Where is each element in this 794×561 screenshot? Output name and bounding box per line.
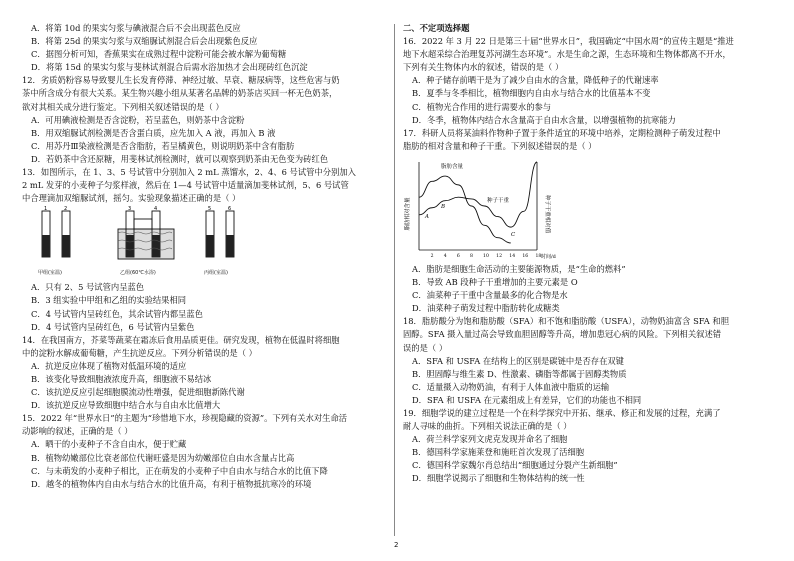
chart-ylabel-left: 脂肪相对含量: [405, 197, 411, 231]
test-tubes-diagram: [36, 207, 336, 277]
chart-x-tick: 4: [443, 253, 447, 259]
q19-option-d: D．细胞学说揭示了细胞和生物体结构的统一性: [412, 473, 585, 484]
q17-option-a: A．脂肪是细胞生命活动的主要能源物质，是“生命的燃料”: [412, 263, 626, 274]
group-b-label: 乙组(60℃水浴): [120, 270, 156, 277]
q16-stem-1: 16．2022 年 3 月 22 日是第三十届“世界水日”，我国确定“中国水周”的宣传主题是“推进: [403, 36, 734, 47]
q12-option-d: D．若奶茶中含还原糖，用斐林试剂检测时，就可以观察到奶茶由无色变为砖红色: [31, 153, 329, 164]
chart-ylabel-right: 种子干重相对值: [544, 194, 550, 234]
q16-stem-2: 地下水超采综合治理复苏河湖生态环境”。水是生命之源，生态环境和生物体都离不开水，: [403, 49, 731, 60]
series-fat-content: [419, 176, 511, 243]
q17-option-b: B．导致 AB 段种子干重增加的主要元素是 O: [412, 277, 578, 288]
point-a-label: A: [425, 213, 429, 220]
group-c-label: 丙组(室温): [204, 270, 228, 277]
q18-stem-1: 18．脂肪酸分为饱和脂肪酸（SFA）和不饱和脂肪酸（USFA），动物奶油富含 SFA 和胆: [403, 316, 730, 327]
q14-option-b: B．该变化导致细胞液浓度升高，细胞液不易结冰: [31, 373, 212, 384]
svg-text:4: 4: [154, 206, 158, 213]
q16-option-c: C．植物光合作用的进行需要水的参与: [412, 101, 552, 112]
q17-chart: [403, 154, 775, 262]
q12-stem-1: 12．劣质奶粉容易导致婴儿生长发育停滞、神经过敏、早衰、糖尿病等，这些危害与奶: [22, 75, 340, 86]
q12-stem-2: 茶中所含成分有很大关系。某生物兴趣小组从某著名品牌的奶茶店买回一杯无色奶茶，: [22, 88, 338, 99]
point-c-label: C: [511, 231, 516, 238]
q19-option-a: A．荷兰科学家列文虎克发现并命名了细胞: [412, 434, 568, 445]
tube-1: [42, 206, 50, 257]
svg-text:3: 3: [128, 206, 132, 213]
q17-stem-2: 脂肪的相对含量和种子干重。下列叙述错误的是（ ）: [403, 140, 597, 151]
column-divider: [394, 24, 395, 536]
q16-option-d: D．冬季，植物体内结合水含量高于自由水含量，以增强植物的抗寒能力: [412, 114, 676, 125]
q19-stem-2: 耐人寻味的曲折。下列相关说法正确的是（ ）: [403, 421, 572, 432]
q13-option-b: B．3 组实验中甲组和乙组的实验结果相同: [31, 295, 187, 306]
q19-stem-1: 19．细胞学说的建立过程是一个在科学探究中开拓、继承、修正和发展的过程，充满了: [403, 407, 721, 418]
q12-option-a: A．可用碘液检测是否含淀粉，若呈蓝色，则奶茶中含淀粉: [31, 114, 245, 125]
svg-text:1: 1: [44, 206, 48, 213]
chart-x-tick: 2: [430, 253, 434, 259]
section-title: 二、不定项选择题: [403, 23, 470, 33]
q16-option-a: A．种子储存前晒干是为了减少自由水的含量，降低种子的代谢速率: [412, 75, 659, 86]
q11-option-d: D．将第 15d 的果实匀浆与斐林试剂混合后需水浴加热才会出现砖红色沉淀: [31, 62, 308, 73]
q18-stem-3: 误的是（ ）: [403, 342, 448, 353]
chart-x-tick: 10: [483, 253, 489, 259]
svg-text:5: 5: [208, 206, 212, 213]
chart-x-tick: 14: [509, 253, 516, 259]
q13-option-d: D．4 号试管内呈砖红色，6 号试管内呈紫色: [31, 321, 195, 332]
q13-option-c: C．4 号试管内呈砖红色，其余试管内都呈蓝色: [31, 308, 203, 319]
water-bath: [118, 206, 174, 259]
q12-option-b: B．用双缩脲试剂检测是否含蛋白质，应先加入 A 液，再加入 B 液: [31, 127, 276, 138]
point-b-label: B: [441, 203, 446, 210]
q13-stem-1: 13．如图所示，在 1、3、5 号试管中分别加入 2 mL 蒸馏水，2、4、6 号试管中分别加入: [22, 167, 356, 178]
q17-chart-svg: [403, 154, 556, 262]
q19-option-c: C．德国科学家魏尔肖总结出“细胞通过分裂产生新细胞”: [412, 460, 618, 471]
q12-option-c: C．用苏丹Ⅲ染液检测是否含脂肪，若呈橘黄色，则说明奶茶中含有脂肪: [31, 140, 295, 151]
q18-option-d: D．SFA 和 USFA 在元素组成上有差异，它们的功能也不相同: [412, 394, 642, 405]
q11-option-c: C．据图分析可知，香蕉果实在成熟过程中淀粉可能会被水解为葡萄糖: [31, 49, 287, 60]
chart-x-tick: 16: [522, 253, 529, 259]
chart-x-tick: 18: [535, 253, 542, 259]
q11-option-a: A．将第 10d 的果实匀浆与碘液混合后不会出现蓝色反应: [31, 23, 241, 33]
chart-x-ticks: [431, 253, 542, 259]
page-number: 2: [394, 541, 399, 549]
q15-stem-1: 15．2022 年“世界水日”的主题为“珍惜地下水，珍视隐藏的资源”。下列有关水对生命活: [22, 413, 348, 424]
q14-option-a: A．抗逆反应体现了植物对低温环境的适应: [31, 360, 187, 371]
q15-option-c: C．与未萌发的小麦种子相比，正在萌发的小麦种子中自由水与结合水的比值下降: [31, 465, 328, 476]
svg-text:6: 6: [228, 206, 232, 213]
q14-stem-2: 中的淀粉水解成葡萄糖，产生抗逆反应。下列分析错误的是（ ）: [22, 347, 257, 358]
q15-option-b: B．植物幼嫩部位比衰老部位代谢旺盛是因为幼嫩部位自由水含量占比高: [31, 452, 295, 463]
q16-option-b: B．夏季与冬季相比，植物细胞内自由水与结合水的比值基本不变: [412, 88, 651, 99]
q18-option-b: B．胆固醇与维生素 D、性激素、磷脂等都属于固醇类物质: [412, 368, 627, 379]
q16-stem-3: 下列有关生物体内水的叙述，错误的是（ ）: [403, 62, 564, 73]
series-weight-label: 种子干重: [487, 197, 510, 204]
chart-x-tick: 6: [456, 253, 460, 259]
q13-stem-3: 中合理滴加双缩脲试剂，摇匀。实验现象描述正确的是（ ）: [22, 193, 241, 204]
left-column: [22, 22, 394, 491]
q11-option-b: B．将第 25d 的果实匀浆与双缩脲试剂混合后会出现紫色反应: [31, 36, 258, 47]
chart-x-tick: 8: [469, 253, 473, 259]
series-fat-label: 脂肪含量: [441, 163, 464, 170]
q14-option-d: D．该抗逆反应导致细胞中结合水与自由水比值增大: [31, 400, 221, 411]
q14-stem-1: 14．在我国南方，芥菜等蔬菜在霜冻后食用品质更佳。研究发现，植物在低温时将细胞: [22, 334, 340, 345]
group-a-label: 甲组(室温): [38, 270, 62, 277]
series-seed-dry-weight: [419, 162, 537, 227]
q19-option-b: B．德国科学家施莱登和施旺首次发现了活细胞: [412, 447, 585, 458]
chart-xlabel: 时间/d: [541, 253, 556, 260]
tube-5: [206, 206, 214, 257]
q18-stem-2: 固醇。SFA 摄入量过高会导致血胆固醇等升高，增加患冠心病的风险。下列相关叙述错: [403, 329, 722, 340]
q17-option-c: C．油菜种子干重中含量最多的化合物是水: [412, 290, 568, 301]
q17-option-d: D．油菜种子萌发过程中脂肪转化成糖类: [412, 303, 560, 314]
tube-6: [226, 206, 234, 257]
q13-test-tube-figure: [22, 207, 394, 279]
chart-x-tick: 12: [496, 253, 503, 259]
q12-stem-3: 欲对其相关成分进行鉴定。下列相关叙述错误的是（ ）: [22, 101, 224, 112]
tube-2: [62, 206, 70, 257]
q17-stem-1: 17．科研人员将某油料作物种子置于条件适宜的环境中培养，定期检测种子萌发过程中: [403, 127, 721, 138]
q18-option-a: A．SFA 和 USFA 在结构上的区别是碳链中是否存在双键: [412, 355, 624, 366]
svg-text:2: 2: [64, 206, 68, 213]
q13-stem-2: 2 mL 发芽的小麦种子匀浆样液，然后在 1—4 号试管中适量滴加斐林试剂，5、6 号试管: [22, 180, 349, 191]
q14-option-c: C．该抗逆反应引起细胞膜流动性增强，促进细胞新陈代谢: [31, 387, 245, 398]
q13-option-a: A．只有 2、5 号试管内呈蓝色: [31, 282, 145, 293]
q18-option-c: C．适量摄入动物奶油，有利于人体血液中脂质的运输: [412, 381, 610, 392]
q15-option-a: A．晒干的小麦种子不含自由水，便于贮藏: [31, 439, 187, 450]
q15-stem-2: 动影响的叙述，正确的是（ ）: [22, 426, 133, 437]
right-column: [403, 22, 775, 486]
q15-option-d: D．越冬的植物体内自由水与结合水的比值升高，有利于植物抵抗寒冷的环境: [31, 478, 312, 489]
